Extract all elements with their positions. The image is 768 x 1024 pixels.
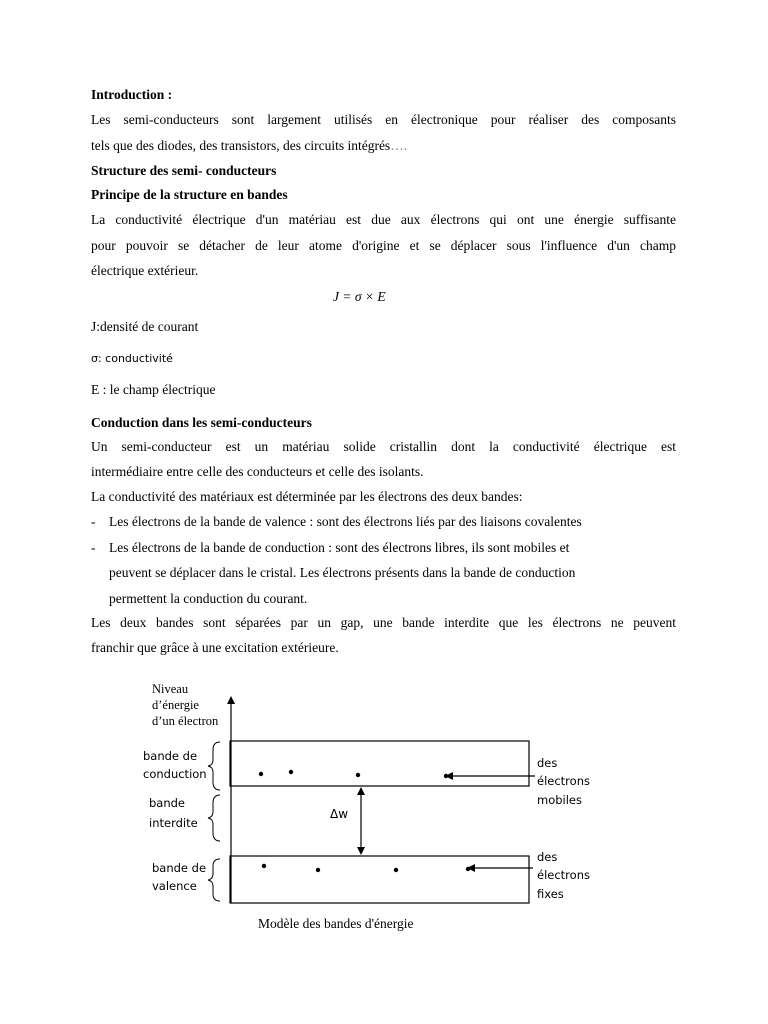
conduction-band-label: conduction (143, 767, 207, 781)
structure-subheading: Principe de la structure en bandes (91, 187, 288, 202)
valence-band-label: bande de (152, 861, 207, 875)
axis-label-line: d’un électron (152, 714, 219, 728)
structure-text-line-3: électrique extérieur. (91, 263, 199, 278)
conduction-heading: Conduction dans les semi-conducteurs (91, 415, 312, 430)
definition-e: E : le champ électrique (91, 382, 216, 397)
electron-dot (394, 868, 398, 872)
fixed-electrons-label: fixes (537, 887, 564, 901)
intro-text-line-2: tels que des diodes, des transistors, des circuits intégrés…. (91, 138, 408, 153)
figure-caption: Modèle des bandes d'énergie (258, 916, 414, 931)
electron-dot (356, 773, 360, 777)
mobile-electrons (259, 770, 448, 778)
conduction-text-line-5: franchir que grâce à une excitation extérieure. (91, 640, 339, 655)
equation: J = σ × E (333, 289, 386, 304)
list-item-text: Les électrons de la bande de conduction : sont des électrons libres, ils sont mobiles et (109, 540, 570, 555)
mobile-electrons-label: des (537, 756, 558, 770)
definition-sigma: σ: conductivité (91, 352, 173, 365)
energy-axis-label (152, 682, 219, 728)
gap-label: Δw (330, 807, 349, 821)
brace-interdite (208, 795, 220, 841)
structure-heading: Structure des semi- conducteurs (91, 163, 277, 178)
brace-conduction (208, 742, 220, 790)
conduction-band (230, 741, 529, 786)
valence-band-label: valence (152, 879, 197, 893)
conduction-text-line-1: Un semi-conducteur est un matériau solide cristallin dont la conductivité électrique est (91, 439, 676, 454)
brace-valence (208, 859, 220, 901)
structure-text-line-2: pour pouvoir se détacher de leur atome d'origine et se déplacer sous l'influence d'un champ (91, 238, 676, 253)
fixed-electrons-label: électrons (537, 868, 590, 882)
valence-band (230, 856, 529, 903)
conduction-text-line-4: Les deux bandes sont séparées par un gap, une bande interdite que les électrons ne peuvent (91, 615, 676, 630)
intro-heading: Introduction : (91, 87, 173, 102)
fixed-electrons (262, 864, 470, 872)
mobile-electrons-label: électrons (537, 774, 590, 788)
conduction-band-label: bande de (143, 749, 198, 763)
structure-text-line-1: La conductivité électrique d'un matériau est due aux électrons qui ont une énergie suffisante (91, 212, 676, 227)
bullet-mark: - (91, 540, 96, 555)
forbidden-band-label: interdite (149, 816, 198, 830)
list-item-text-cont: permettent la conduction du courant. (109, 591, 308, 606)
conduction-text-line-3: La conductivité des matériaux est déterminée par les électrons des deux bandes: (91, 489, 523, 504)
braces (208, 742, 220, 901)
forbidden-band-label: bande (149, 796, 186, 810)
fixed-electrons-label: des (537, 850, 558, 864)
conduction-text-line-2: intermédiaire entre celle des conducteurs et celle des isolants. (91, 464, 424, 479)
definition-j: J:densité de courant (91, 319, 199, 334)
electron-dot (316, 868, 320, 872)
electron-dot (262, 864, 266, 868)
list-item-text: Les électrons de la bande de valence : sont des électrons liés par des liaisons covalentes (109, 514, 582, 529)
mobile-electrons-label: mobiles (537, 793, 582, 807)
axis-label-line: d’énergie (152, 698, 199, 712)
electron-dot (289, 770, 293, 774)
band-labels (143, 749, 590, 901)
bullet-mark: - (91, 514, 96, 529)
axis-label-line: Niveau (152, 682, 189, 696)
intro-text-line-1: Les semi-conducteurs sont largement utilisés en électronique pour réaliser des composants (91, 112, 676, 127)
electron-dot (259, 772, 263, 776)
list-item-text-cont: peuvent se déplacer dans le cristal. Les électrons présents dans la bande de conduction (109, 565, 576, 580)
